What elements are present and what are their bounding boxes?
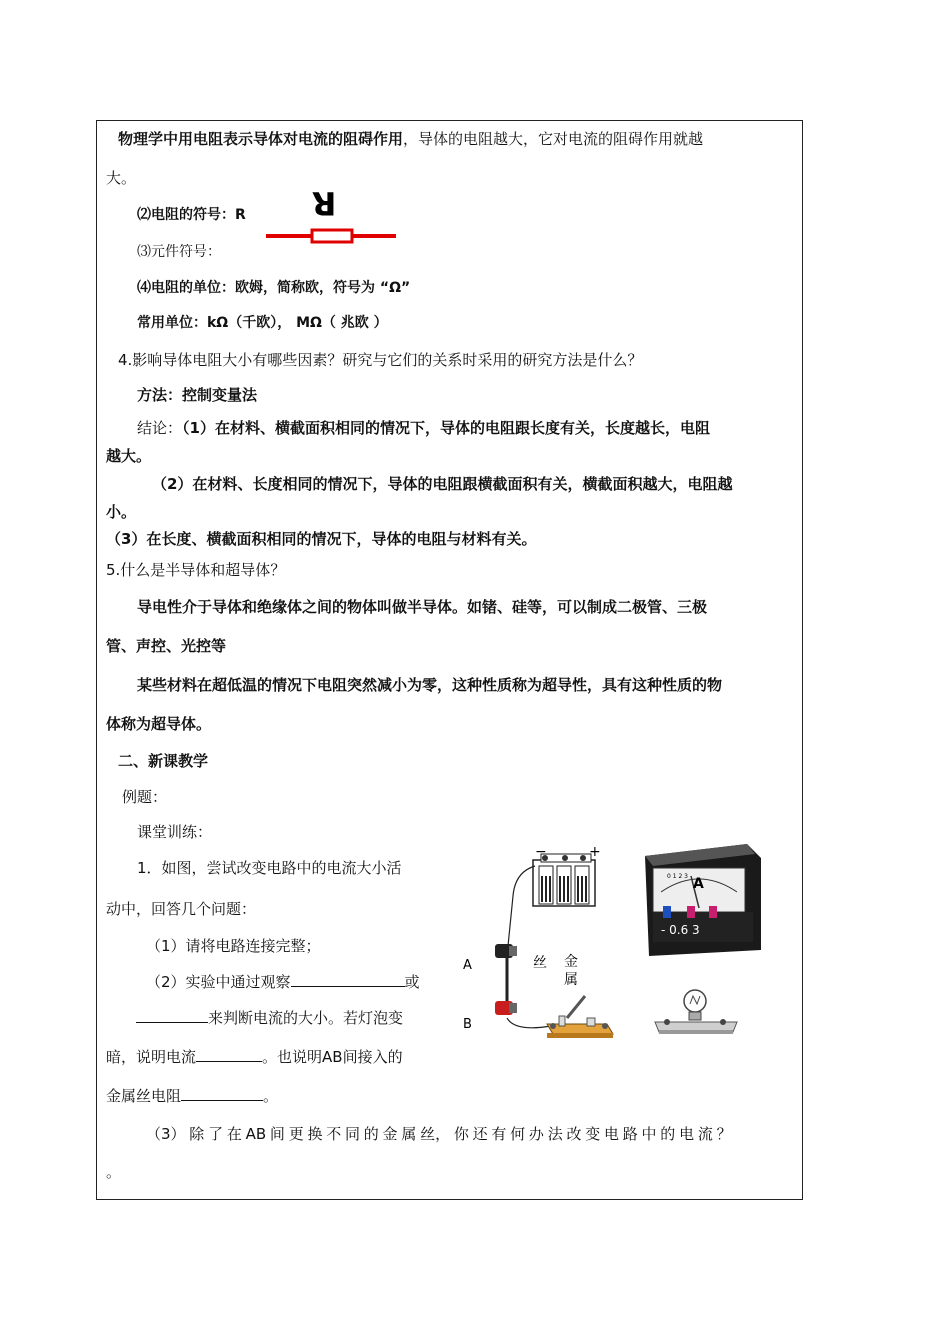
exercise-1-q1: （1）请将电路连接完整； bbox=[146, 937, 321, 955]
question-5: 5.什么是半导体和超导体？ bbox=[106, 561, 286, 579]
svg-text:金: 金 bbox=[564, 954, 578, 970]
svg-text:B: B bbox=[463, 1017, 472, 1032]
resistor-letter-symbol: ⑵电阻的符号：R bbox=[137, 207, 246, 223]
semiconductor-def-cont: 管、声控、光控等 bbox=[106, 637, 227, 655]
conclusion-1-cont: 越大。 bbox=[106, 447, 152, 465]
superconductor-def: 某些材料在超低温的情况下电阻突然减小为零，这种性质称为超导性，具有这种性质的物 bbox=[137, 676, 723, 694]
method: 方法：控制变量法 bbox=[137, 386, 258, 404]
battery-pack bbox=[533, 844, 601, 906]
rotated-r-letter: R bbox=[311, 184, 337, 222]
semiconductor-def: 导电性介于导体和绝缘体之间的物体叫做半导体。如锗、硅等，可以制成二极管、三极 bbox=[137, 598, 708, 616]
resistor-box bbox=[312, 230, 352, 242]
exercise-1-intro: 1．如图，尝试改变电路中的电流大小活 bbox=[137, 859, 402, 877]
conclusion-3: （3）在长度、横截面积相同的情况下，导体的电阻与材料有关。 bbox=[106, 530, 537, 548]
component-symbol-label: ⑶元件符号： bbox=[137, 244, 221, 260]
question-4: 4.影响导体电阻大小有哪些因素？研究与它们的关系时采用的研究方法是什么？ bbox=[118, 351, 643, 369]
resistance-definition: 物理学中用电阻表示导体对电流的阻碍作用，导体的电阻越大，它对电流的阻碍作用就越 bbox=[118, 130, 704, 148]
answer-blank-3[interactable] bbox=[196, 1047, 262, 1062]
common-units: 常用单位：kΩ（千欧）， MΩ（ 兆欧 ） bbox=[137, 315, 388, 331]
answer-blank-1[interactable] bbox=[291, 972, 405, 987]
svg-text:A: A bbox=[693, 876, 704, 892]
resistance-definition-cont: 大。 bbox=[106, 169, 137, 187]
example-label: 例题： bbox=[122, 788, 168, 806]
superconductor-def-cont: 体称为超导体。 bbox=[106, 715, 212, 733]
svg-text:−: − bbox=[535, 844, 547, 860]
circuit-figure bbox=[455, 836, 775, 1046]
svg-text:- 0.6 3: - 0.6 3 bbox=[661, 923, 700, 937]
section-new-lesson: 二、新课教学 bbox=[118, 752, 209, 770]
conclusion-2-cont: 小。 bbox=[106, 503, 137, 521]
svg-text:A: A bbox=[463, 958, 472, 973]
answer-blank-4[interactable] bbox=[181, 1086, 263, 1101]
svg-text:丝: 丝 bbox=[533, 955, 547, 971]
exercise-1-q3-end: 。 bbox=[106, 1163, 122, 1181]
resistor-symbol-graphic bbox=[262, 184, 402, 244]
clip-a bbox=[495, 944, 517, 958]
ammeter bbox=[645, 844, 761, 956]
exercise-1-q2-line3: 暗，说明电流 。也说明AB间接入的 bbox=[106, 1048, 403, 1066]
svg-text:属: 属 bbox=[564, 972, 578, 988]
answer-blank-2[interactable] bbox=[136, 1008, 208, 1023]
exercise-1-q2-line2: 来判断电流的大小。若灯泡变 bbox=[136, 1008, 403, 1028]
exercise-1-intro-cont: 动中，回答几个问题： bbox=[106, 900, 257, 918]
conclusion-1: 结论：（1）在材料、横截面积相同的情况下，导体的电阻跟长度有关，长度越长，电阻 bbox=[137, 419, 710, 437]
conclusion-2: （2）在材料、长度相同的情况下，导体的电阻跟横截面积有关，横截面积越大，电阻越 bbox=[152, 475, 733, 493]
light-bulb bbox=[655, 990, 737, 1034]
practice-label: 课堂训练： bbox=[137, 823, 213, 841]
svg-text:+: + bbox=[589, 844, 601, 860]
knife-switch bbox=[547, 996, 613, 1038]
svg-text:0 1 2 3: 0 1 2 3 bbox=[667, 873, 688, 880]
exercise-1-q2: （2）实验中通过观察 或 bbox=[146, 973, 420, 991]
exercise-1-q2-line4: 金属丝电阻 。 bbox=[106, 1087, 279, 1105]
unit-line: ⑷电阻的单位：欧姆，简称欧，符号为 “Ω” bbox=[137, 280, 411, 296]
exercise-1-q3: （3） 除 了 在 AB 间 更 换 不 同 的 金 属 丝， 你 还 有 何 办 法 改 变 电 路 中 的 电 流 ？ bbox=[146, 1125, 732, 1143]
clip-b bbox=[495, 1001, 517, 1015]
